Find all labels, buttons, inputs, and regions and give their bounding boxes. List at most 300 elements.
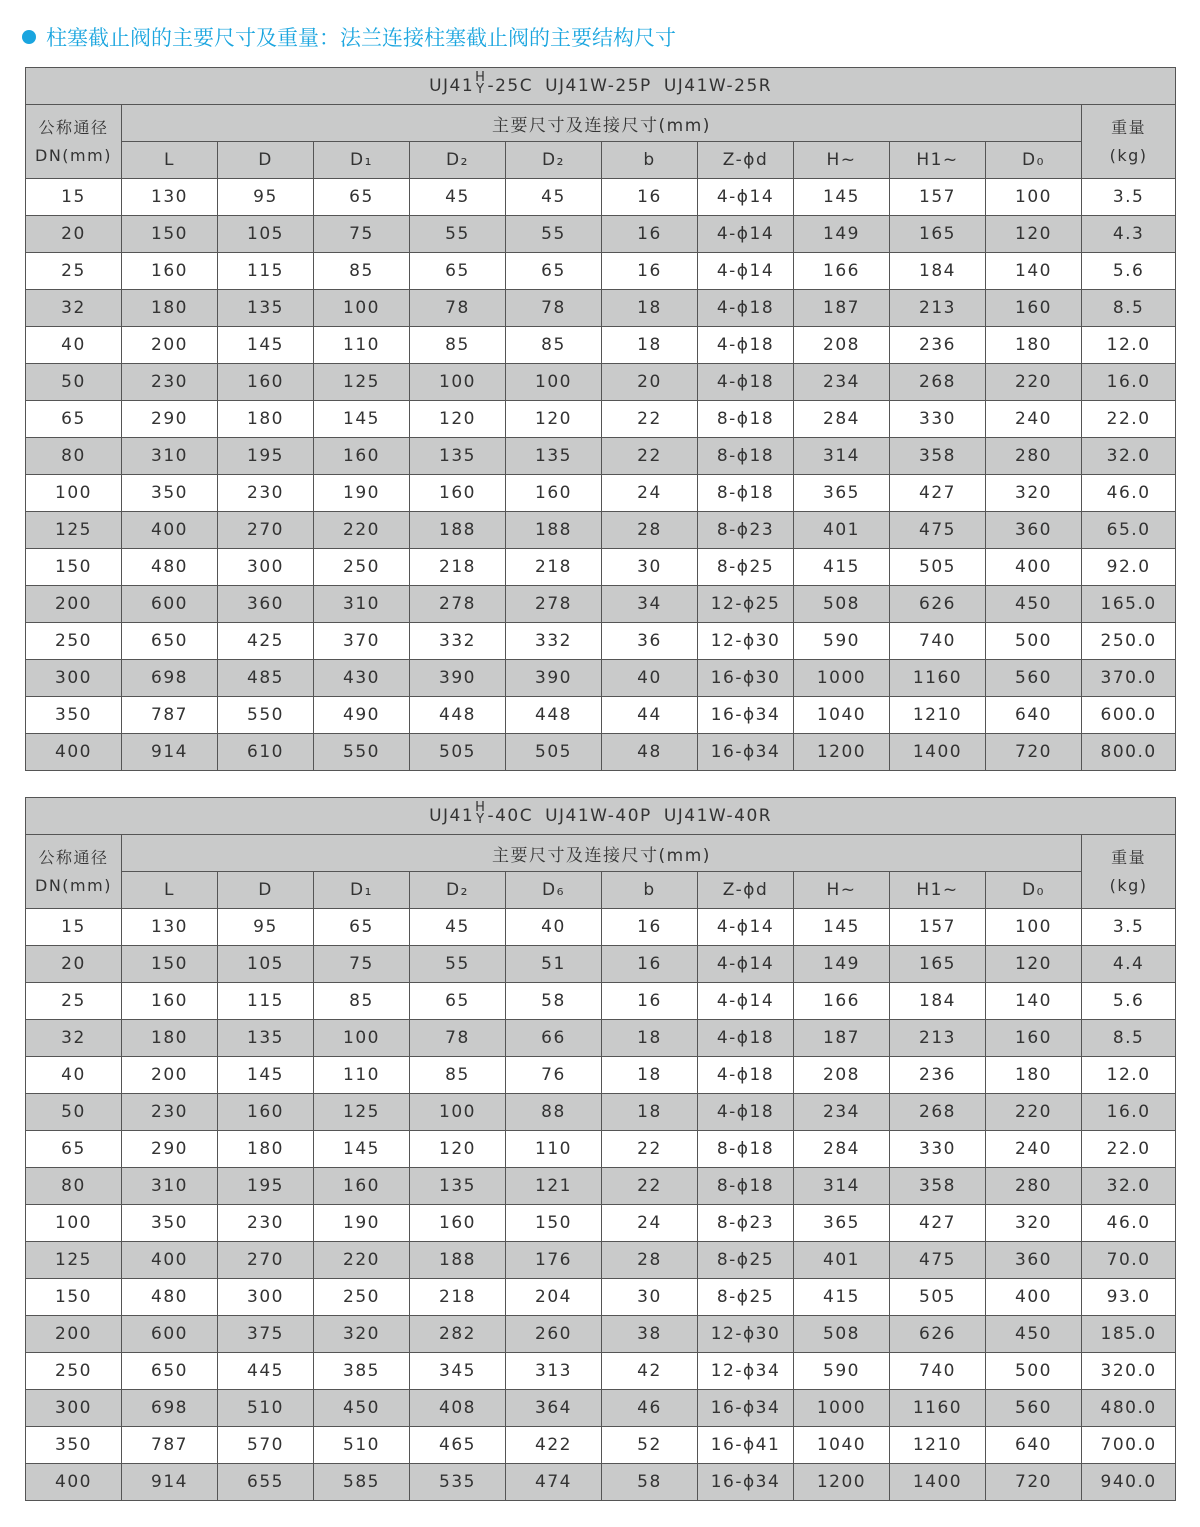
dim-cell: 22 (602, 1168, 698, 1205)
dim-cell: 320 (986, 1205, 1082, 1242)
model-2: UJ41W-40P (545, 806, 652, 826)
dn-cell: 25 (26, 983, 122, 1020)
dim-cell: 787 (122, 1427, 218, 1464)
dn-cell: 15 (26, 909, 122, 946)
weight-cell: 92.0 (1082, 549, 1176, 586)
dim-cell: 640 (986, 1427, 1082, 1464)
weight-cell: 700.0 (1082, 1427, 1176, 1464)
model-material-stack (475, 802, 486, 826)
dim-cell: 698 (122, 660, 218, 697)
spec-table-25 (25, 67, 1176, 771)
dim-cell: 300 (218, 549, 314, 586)
dim-cell: 88 (506, 1094, 602, 1131)
dim-cell: 180 (122, 1020, 218, 1057)
dim-cell: 427 (890, 1205, 986, 1242)
model-stack-top: H (475, 800, 487, 815)
dim-cell: 720 (986, 734, 1082, 771)
dim-cell: 505 (506, 734, 602, 771)
dim-cell: 284 (794, 401, 890, 438)
column-header: b (602, 142, 698, 179)
dim-cell: 130 (122, 909, 218, 946)
column-header: D₀ (986, 142, 1082, 179)
dim-cell: 220 (986, 1094, 1082, 1131)
weight-cell: 480.0 (1082, 1390, 1176, 1427)
weight-cell: 8.5 (1082, 290, 1176, 327)
dim-cell: 150 (506, 1205, 602, 1242)
dn-header-cell (26, 835, 122, 909)
dim-cell: 22 (602, 1131, 698, 1168)
dim-cell: 18 (602, 290, 698, 327)
dim-cell: 187 (794, 1020, 890, 1057)
dn-cell: 80 (26, 438, 122, 475)
dn-cell: 100 (26, 1205, 122, 1242)
dim-cell: 16 (602, 216, 698, 253)
dim-cell: 787 (122, 697, 218, 734)
dim-cell: 290 (122, 401, 218, 438)
weight-cell: 46.0 (1082, 475, 1176, 512)
dn-cell: 20 (26, 946, 122, 983)
dim-cell: 51 (506, 946, 602, 983)
dn-cell: 150 (26, 1279, 122, 1316)
table-row (26, 327, 1176, 364)
table-row (26, 1168, 1176, 1205)
dim-cell: 4-ϕ18 (698, 1094, 794, 1131)
dim-cell: 508 (794, 586, 890, 623)
dim-cell: 1000 (794, 660, 890, 697)
weight-cell: 32.0 (1082, 1168, 1176, 1205)
dim-cell: 360 (218, 586, 314, 623)
table-row (26, 1242, 1176, 1279)
dim-cell: 145 (314, 401, 410, 438)
dim-cell: 184 (890, 253, 986, 290)
dn-cell: 150 (26, 549, 122, 586)
dim-cell: 120 (986, 216, 1082, 253)
dim-cell: 150 (122, 946, 218, 983)
weight-cell: 46.0 (1082, 1205, 1176, 1242)
dim-cell: 914 (122, 1464, 218, 1501)
dim-cell: 16-ϕ34 (698, 734, 794, 771)
dim-cell: 30 (602, 1279, 698, 1316)
dim-cell: 320 (314, 1316, 410, 1353)
dim-cell: 280 (986, 438, 1082, 475)
dim-cell: 22 (602, 438, 698, 475)
dim-cell: 510 (218, 1390, 314, 1427)
dim-cell: 280 (986, 1168, 1082, 1205)
table-row (26, 216, 1176, 253)
dim-cell: 213 (890, 1020, 986, 1057)
dim-cell: 720 (986, 1464, 1082, 1501)
heading-text: 柱塞截止阀的主要尺寸及重量：法兰连接柱塞截止阀的主要结构尺寸 (46, 26, 676, 50)
dim-cell: 45 (410, 909, 506, 946)
dim-cell: 18 (602, 1020, 698, 1057)
dn-cell: 32 (26, 1020, 122, 1057)
dim-cell: 145 (218, 327, 314, 364)
dim-cell: 4-ϕ18 (698, 1020, 794, 1057)
dim-cell: 42 (602, 1353, 698, 1390)
dim-cell: 160 (218, 364, 314, 401)
weight-cell: 250.0 (1082, 623, 1176, 660)
dim-cell: 18 (602, 1057, 698, 1094)
dim-cell: 38 (602, 1316, 698, 1353)
dim-cell: 16 (602, 253, 698, 290)
weight-header-line1: 重量 (1111, 847, 1147, 867)
weight-cell: 12.0 (1082, 327, 1176, 364)
dim-cell: 95 (218, 179, 314, 216)
dim-cell: 230 (122, 364, 218, 401)
dn-cell: 250 (26, 623, 122, 660)
table-row (26, 1427, 1176, 1464)
main-dims-header: 主要尺寸及连接尺寸(mm) (122, 835, 1082, 872)
main-dims-header: 主要尺寸及连接尺寸(mm) (122, 105, 1082, 142)
dim-cell: 65 (410, 983, 506, 1020)
weight-cell: 70.0 (1082, 1242, 1176, 1279)
table-row (26, 512, 1176, 549)
dim-cell: 40 (506, 909, 602, 946)
dim-cell: 8-ϕ18 (698, 1131, 794, 1168)
dim-cell: 490 (314, 697, 410, 734)
weight-cell: 12.0 (1082, 1057, 1176, 1094)
dim-cell: 270 (218, 1242, 314, 1279)
dim-cell: 626 (890, 1316, 986, 1353)
dim-cell: 115 (218, 983, 314, 1020)
dim-cell: 12-ϕ25 (698, 586, 794, 623)
column-header: H~ (794, 142, 890, 179)
dim-cell: 58 (602, 1464, 698, 1501)
dn-cell: 300 (26, 660, 122, 697)
dim-cell: 250 (314, 1279, 410, 1316)
dim-cell: 30 (602, 549, 698, 586)
dim-cell: 4-ϕ14 (698, 946, 794, 983)
dim-cell: 40 (602, 660, 698, 697)
dim-cell: 314 (794, 1168, 890, 1205)
dim-cell: 364 (506, 1390, 602, 1427)
dim-cell: 157 (890, 909, 986, 946)
dn-cell: 32 (26, 290, 122, 327)
dim-cell: 4-ϕ14 (698, 253, 794, 290)
dim-cell: 16-ϕ41 (698, 1427, 794, 1464)
weight-header-cell (1082, 835, 1176, 909)
dim-cell: 600 (122, 586, 218, 623)
table-row (26, 1205, 1176, 1242)
dim-cell: 45 (410, 179, 506, 216)
dim-cell: 34 (602, 586, 698, 623)
dim-cell: 1200 (794, 734, 890, 771)
dn-header-line1: 公称通径 (38, 117, 109, 137)
dim-cell: 230 (218, 1205, 314, 1242)
dim-cell: 166 (794, 253, 890, 290)
dim-cell: 475 (890, 512, 986, 549)
dim-cell: 400 (986, 1279, 1082, 1316)
dim-cell: 135 (410, 1168, 506, 1205)
weight-cell: 8.5 (1082, 1020, 1176, 1057)
dim-cell: 284 (794, 1131, 890, 1168)
dim-cell: 125 (314, 364, 410, 401)
weight-cell: 940.0 (1082, 1464, 1176, 1501)
dim-cell: 140 (986, 253, 1082, 290)
column-header: D₂ (410, 872, 506, 909)
dim-cell: 16 (602, 179, 698, 216)
dim-cell: 590 (794, 623, 890, 660)
model-prefix: UJ41 (429, 76, 475, 96)
table-row (26, 660, 1176, 697)
dim-cell: 120 (506, 401, 602, 438)
dim-cell: 208 (794, 1057, 890, 1094)
dim-cell: 390 (410, 660, 506, 697)
table-row (26, 475, 1176, 512)
column-header: D₂ (410, 142, 506, 179)
dim-cell: 1400 (890, 1464, 986, 1501)
table-row (26, 697, 1176, 734)
dim-cell: 46 (602, 1390, 698, 1427)
dim-cell: 218 (410, 549, 506, 586)
dim-cell: 65 (410, 253, 506, 290)
dim-cell: 190 (314, 475, 410, 512)
model-2: UJ41W-25P (545, 76, 652, 96)
dim-cell: 160 (122, 983, 218, 1020)
column-header: H1~ (890, 872, 986, 909)
dn-cell: 40 (26, 327, 122, 364)
dn-header-line2: DN(mm) (35, 875, 112, 895)
dim-cell: 270 (218, 512, 314, 549)
dim-cell: 332 (410, 623, 506, 660)
dim-cell: 160 (314, 1168, 410, 1205)
table-row (26, 734, 1176, 771)
dim-cell: 550 (314, 734, 410, 771)
dim-cell: 100 (986, 179, 1082, 216)
dim-cell: 58 (506, 983, 602, 1020)
dn-cell: 200 (26, 1316, 122, 1353)
dim-cell: 121 (506, 1168, 602, 1205)
dim-cell: 914 (122, 734, 218, 771)
dim-cell: 505 (410, 734, 506, 771)
dim-cell: 145 (314, 1131, 410, 1168)
dim-cell: 4-ϕ14 (698, 179, 794, 216)
dim-cell: 1000 (794, 1390, 890, 1427)
weight-cell: 32.0 (1082, 438, 1176, 475)
model-3: UJ41W-25R (663, 76, 773, 96)
dim-cell: 85 (314, 253, 410, 290)
dim-cell: 52 (602, 1427, 698, 1464)
dim-cell: 282 (410, 1316, 506, 1353)
weight-cell: 4.4 (1082, 946, 1176, 983)
dim-cell: 187 (794, 290, 890, 327)
dim-cell: 1160 (890, 1390, 986, 1427)
dim-cell: 188 (410, 512, 506, 549)
dim-cell: 95 (218, 909, 314, 946)
dim-cell: 640 (986, 697, 1082, 734)
dim-cell: 290 (122, 1131, 218, 1168)
dim-cell: 16 (602, 909, 698, 946)
dim-cell: 145 (794, 179, 890, 216)
dim-cell: 390 (506, 660, 602, 697)
dim-cell: 650 (122, 623, 218, 660)
table-row (26, 909, 1176, 946)
dim-cell: 4-ϕ14 (698, 216, 794, 253)
column-header: D (218, 872, 314, 909)
dim-cell: 160 (218, 1094, 314, 1131)
dim-cell: 188 (506, 512, 602, 549)
table-row (26, 1094, 1176, 1131)
model-suffix: -25C (487, 76, 534, 96)
dim-cell: 385 (314, 1353, 410, 1390)
dim-cell: 149 (794, 946, 890, 983)
dn-cell: 400 (26, 1464, 122, 1501)
dim-cell: 78 (410, 290, 506, 327)
dn-cell: 125 (26, 1242, 122, 1279)
dn-cell: 40 (26, 1057, 122, 1094)
dim-cell: 195 (218, 1168, 314, 1205)
dim-cell: 422 (506, 1427, 602, 1464)
column-header: D₆ (506, 872, 602, 909)
dim-cell: 450 (986, 1316, 1082, 1353)
dim-cell: 18 (602, 1094, 698, 1131)
dim-cell: 278 (506, 586, 602, 623)
model-prefix: UJ41 (429, 806, 475, 826)
dim-cell: 590 (794, 1353, 890, 1390)
table-row (26, 438, 1176, 475)
dim-cell: 400 (122, 1242, 218, 1279)
dim-cell: 160 (506, 475, 602, 512)
dn-cell: 350 (26, 1427, 122, 1464)
dn-cell: 350 (26, 697, 122, 734)
dim-cell: 240 (986, 1131, 1082, 1168)
weight-cell: 16.0 (1082, 364, 1176, 401)
weight-cell: 16.0 (1082, 1094, 1176, 1131)
dim-cell: 400 (122, 512, 218, 549)
dim-cell: 157 (890, 179, 986, 216)
dim-cell: 550 (218, 697, 314, 734)
column-header: D₁ (314, 872, 410, 909)
model-stack-bottom: Y (476, 82, 486, 97)
dim-cell: 8-ϕ18 (698, 1168, 794, 1205)
dim-cell: 465 (410, 1427, 506, 1464)
column-header: H1~ (890, 142, 986, 179)
table-row (26, 549, 1176, 586)
dn-cell: 15 (26, 179, 122, 216)
dim-cell: 4-ϕ14 (698, 983, 794, 1020)
table-row (26, 253, 1176, 290)
table-row (26, 1353, 1176, 1390)
dim-cell: 8-ϕ25 (698, 1279, 794, 1316)
dim-cell: 180 (986, 327, 1082, 364)
dn-header-cell (26, 105, 122, 179)
dim-cell: 66 (506, 1020, 602, 1057)
dim-cell: 180 (122, 290, 218, 327)
dim-cell: 204 (506, 1279, 602, 1316)
column-header: Z-ϕd (698, 872, 794, 909)
dim-cell: 260 (506, 1316, 602, 1353)
column-header: H~ (794, 872, 890, 909)
dim-cell: 358 (890, 1168, 986, 1205)
table-row (26, 1057, 1176, 1094)
dn-cell: 50 (26, 364, 122, 401)
dim-cell: 100 (986, 909, 1082, 946)
dn-cell: 65 (26, 1131, 122, 1168)
dim-cell: 408 (410, 1390, 506, 1427)
table-title-row (26, 798, 1176, 835)
dim-cell: 220 (314, 512, 410, 549)
dim-cell: 145 (794, 909, 890, 946)
dim-cell: 585 (314, 1464, 410, 1501)
dim-cell: 22 (602, 401, 698, 438)
dim-cell: 360 (986, 512, 1082, 549)
dim-cell: 1210 (890, 1427, 986, 1464)
dim-cell: 401 (794, 1242, 890, 1279)
dim-cell: 650 (122, 1353, 218, 1390)
dim-cell: 200 (122, 327, 218, 364)
dn-cell: 200 (26, 586, 122, 623)
dim-cell: 448 (410, 697, 506, 734)
dim-cell: 425 (218, 623, 314, 660)
dim-cell: 176 (506, 1242, 602, 1279)
dim-cell: 188 (410, 1242, 506, 1279)
dim-cell: 105 (218, 216, 314, 253)
dim-cell: 330 (890, 401, 986, 438)
table-row (26, 983, 1176, 1020)
dim-cell: 485 (218, 660, 314, 697)
column-header: D₁ (314, 142, 410, 179)
weight-header-line1: 重量 (1111, 117, 1147, 137)
dim-cell: 160 (986, 1020, 1082, 1057)
dim-cell: 149 (794, 216, 890, 253)
dim-cell: 145 (218, 1057, 314, 1094)
dim-cell: 4-ϕ18 (698, 327, 794, 364)
dim-cell: 240 (986, 401, 1082, 438)
section-heading (22, 22, 676, 52)
weight-cell: 5.6 (1082, 253, 1176, 290)
dim-cell: 16 (602, 983, 698, 1020)
bullet-dot-icon (22, 30, 36, 44)
column-header: D₂ (506, 142, 602, 179)
dim-cell: 345 (410, 1353, 506, 1390)
dim-cell: 110 (314, 327, 410, 364)
dim-cell: 218 (506, 549, 602, 586)
dim-cell: 180 (986, 1057, 1082, 1094)
weight-cell: 185.0 (1082, 1316, 1176, 1353)
dim-cell: 135 (218, 290, 314, 327)
dim-cell: 184 (890, 983, 986, 1020)
model-suffix: -40C (487, 806, 534, 826)
dim-cell: 234 (794, 1094, 890, 1131)
dn-cell: 20 (26, 216, 122, 253)
dim-cell: 28 (602, 512, 698, 549)
dim-cell: 16-ϕ34 (698, 697, 794, 734)
weight-header-line2: (kg) (1109, 145, 1148, 165)
dn-cell: 50 (26, 1094, 122, 1131)
dim-cell: 65 (506, 253, 602, 290)
dim-cell: 16 (602, 946, 698, 983)
dim-cell: 125 (314, 1094, 410, 1131)
table-row (26, 946, 1176, 983)
column-header: L (122, 872, 218, 909)
model-material-stack (475, 72, 486, 96)
dim-cell: 8-ϕ23 (698, 1205, 794, 1242)
table-row (26, 1390, 1176, 1427)
dim-cell: 180 (218, 401, 314, 438)
dn-cell: 65 (26, 401, 122, 438)
dim-cell: 140 (986, 983, 1082, 1020)
dim-cell: 200 (122, 1057, 218, 1094)
dim-cell: 300 (218, 1279, 314, 1316)
dim-cell: 310 (122, 438, 218, 475)
dim-cell: 365 (794, 1205, 890, 1242)
dim-cell: 560 (986, 1390, 1082, 1427)
weight-cell: 22.0 (1082, 1131, 1176, 1168)
dim-cell: 448 (506, 697, 602, 734)
dim-cell: 218 (410, 1279, 506, 1316)
dim-cell: 370 (314, 623, 410, 660)
header-row (26, 105, 1176, 142)
